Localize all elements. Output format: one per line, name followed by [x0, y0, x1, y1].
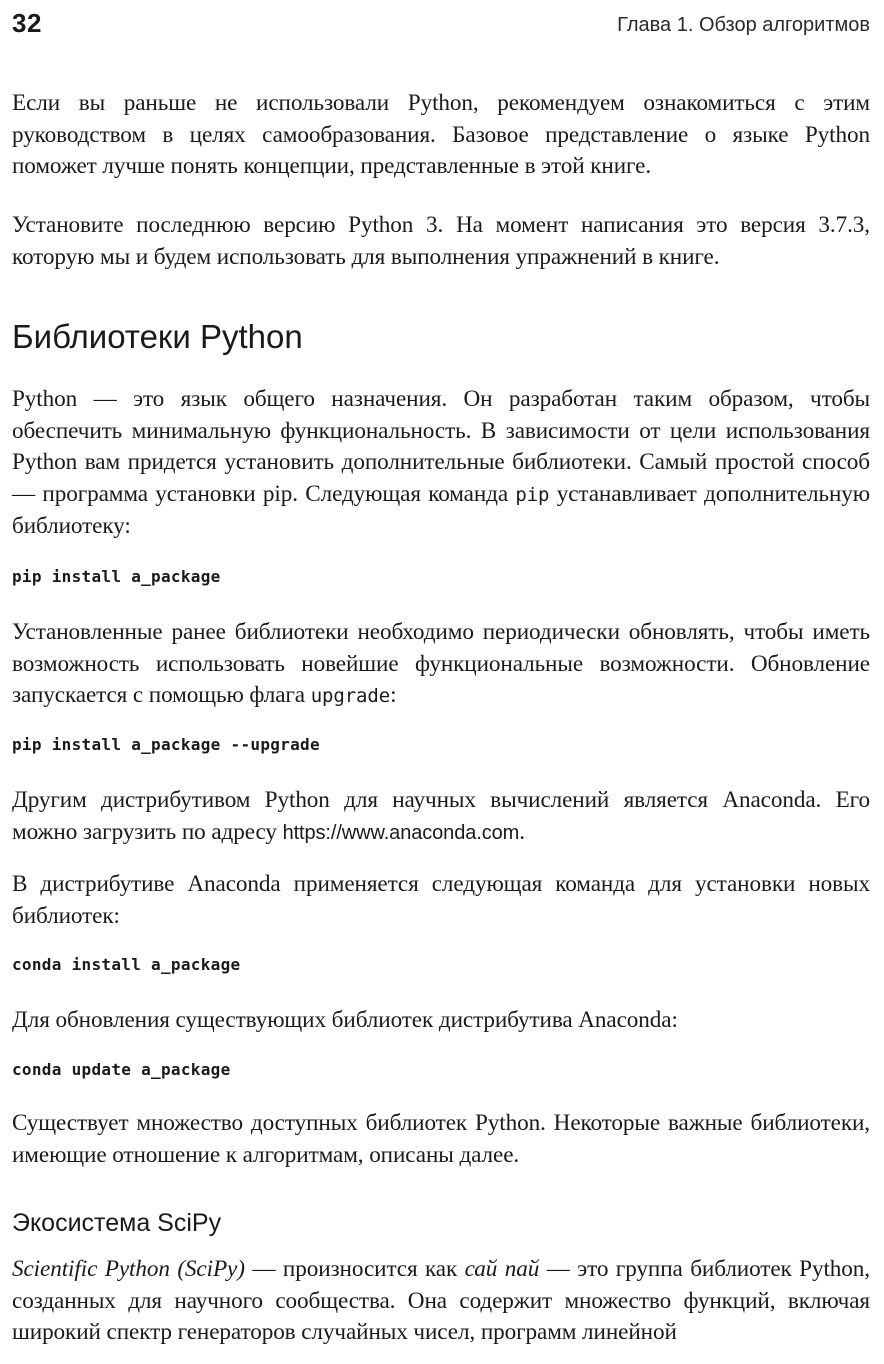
subsection-title: Экосистема SciPy: [12, 1209, 222, 1237]
section-paragraph-1: [12, 384, 870, 543]
code-block-conda-update: conda update a_package: [12, 1060, 231, 1079]
code-block-conda-install: conda install a_package: [12, 955, 241, 974]
subsection-paragraph-1: [12, 1254, 870, 1349]
inline-code-upgrade: upgrade: [310, 685, 391, 707]
inline-code-pip: pip: [515, 483, 550, 506]
section-paragraph-5: Для обновления существующих библиотек дистрибутива Anaconda:: [12, 1007, 678, 1033]
running-head: Глава 1. Обзор алгоритмов: [617, 14, 870, 36]
paragraph-text: :: [390, 682, 397, 708]
section-paragraph-3: [12, 785, 870, 849]
code-block-pip-install: pip install a_package: [12, 567, 221, 586]
paragraph-text: Python — это язык общего назначения. Он разработан таким образом, чтобы обеспечить минимальную функциональность. В зависимости от цели использования Python вам придется установить дополнительные библиотеки. Самый простой способ — программа установки pip. Следующая команда: [12, 386, 870, 507]
section-paragraph-2: [12, 617, 870, 713]
paragraph-text: .: [519, 818, 525, 845]
paragraph-text: — произносится как: [252, 1256, 458, 1282]
code-block-pip-upgrade: pip install a_package --upgrade: [12, 735, 320, 754]
paragraph-text: Установленные ранее библиотеки необходимо периодически обновлять, чтобы иметь возможность использовать новейшие функциональные возможности. Обновление запускается с помощью флага: [12, 619, 870, 708]
section-paragraph-6: Существует множество доступных библиотек Python. Некоторые важные библиотеки, имеющие отношение к алгоритмам, описаны далее.: [12, 1110, 870, 1168]
paragraph-text: Другим дистрибутивом Python для научных вычислений является Anaconda. Его можно загрузить по адресу: [12, 787, 870, 845]
section-title: Библиотеки Python: [12, 318, 303, 355]
page-number: 32: [12, 8, 42, 38]
paragraph-text: — это группа библиотек Python, созданных для научного сообщества. Она содержит множество функций, включая широкий спектр генераторов случайных чисел, программ линейной: [12, 1256, 870, 1345]
italic-term: Scientific Python (SciPy): [12, 1256, 245, 1282]
paragraph-text: устанавливает дополнительную библиотеку:: [12, 480, 870, 539]
anaconda-url-link[interactable]: https://www.anaconda.com: [282, 821, 520, 844]
italic-term: сай пай: [464, 1256, 540, 1282]
intro-paragraph-2: Установите последнюю версию Python 3. На момент написания это версия 3.7.3, которую мы и будем использовать для выполнения упражнений в книге.: [12, 212, 870, 270]
section-paragraph-4: В дистрибутиве Anaconda применяется следующая команда для установки новых библиотек:: [12, 871, 870, 929]
intro-paragraph-1: Если вы раньше не использовали Python, рекомендуем ознакомиться с этим руководством в целях самообразования. Базовое представление о языке Python поможет лучше понять концепции, представленные в этой книге.: [12, 90, 870, 179]
